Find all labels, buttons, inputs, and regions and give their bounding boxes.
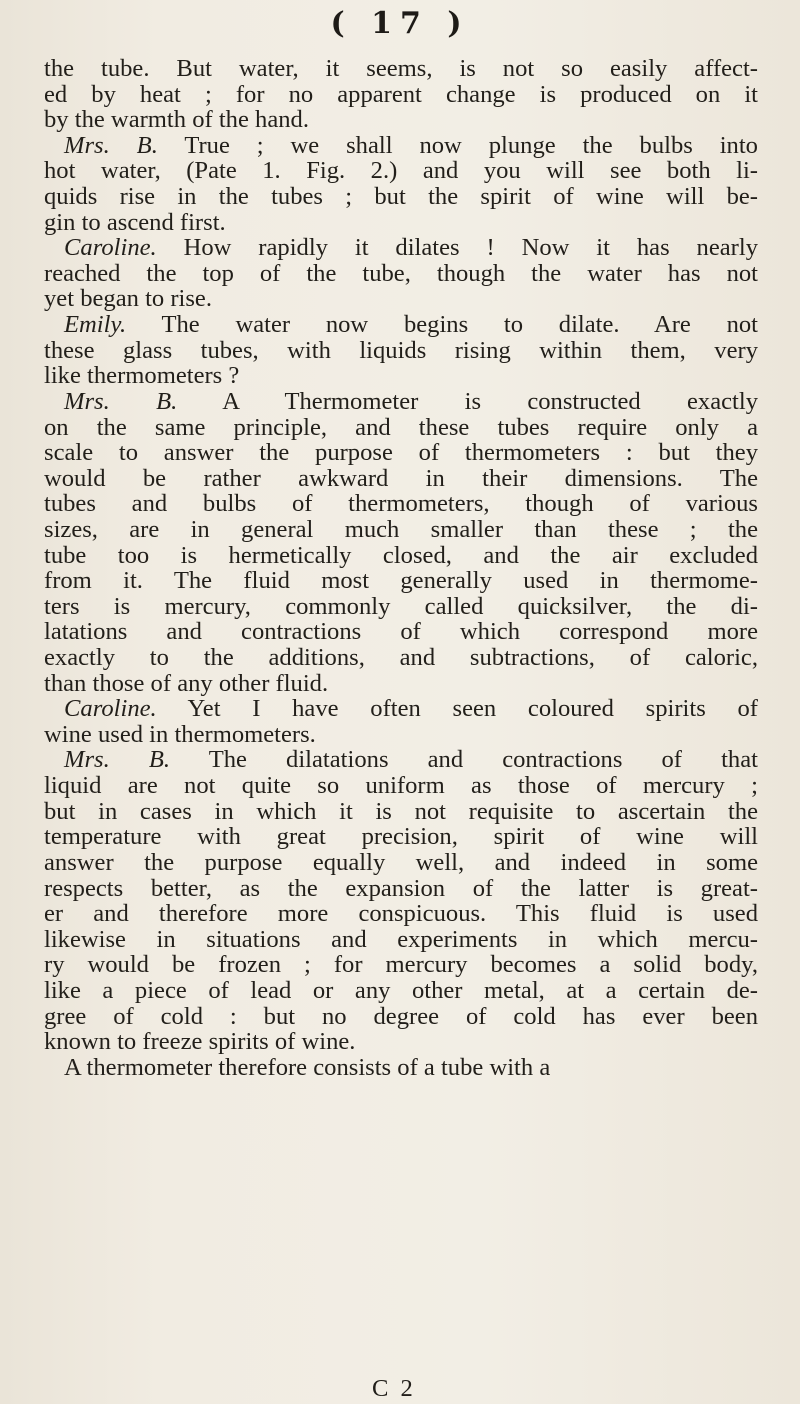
- line-text: yet began to rise.: [44, 285, 213, 313]
- line-text: A Thermometer is constructed exactly: [222, 387, 758, 415]
- text-line: [44, 594, 758, 620]
- signature-mark: C 2: [372, 1375, 416, 1402]
- line-text: answer the purpose equally well, and indeed in some: [44, 848, 758, 876]
- page-number-header: ( 17 ): [330, 6, 470, 41]
- line-text: latations and contractions of which correspond more: [44, 618, 758, 646]
- text-line: [44, 235, 758, 261]
- speaker-name: Mrs. B.: [64, 387, 178, 415]
- text-line: [44, 901, 758, 927]
- line-text: likewise in situations and experiments in which mercu-: [44, 925, 758, 953]
- line-text: but in cases in which it is not requisite to ascertain the: [44, 797, 758, 825]
- line-text: than those of any other fluid.: [44, 669, 329, 697]
- text-line: [44, 543, 758, 569]
- line-text: known to freeze spirits of wine.: [44, 1028, 356, 1056]
- text-line: [44, 722, 758, 748]
- text-line: [44, 568, 758, 594]
- text-line: [44, 312, 758, 338]
- line-text: er and therefore more conspicuous. This fluid is used: [44, 900, 758, 928]
- text-line: [44, 363, 758, 389]
- text-line: [44, 1004, 758, 1030]
- speaker-name: Caroline.: [64, 234, 157, 262]
- line-text: gree of cold : but no degree of cold has ever been: [44, 1002, 758, 1030]
- text-line: [44, 466, 758, 492]
- text-line: [44, 286, 758, 312]
- text-line: [44, 1055, 758, 1081]
- text-line: [44, 517, 758, 543]
- line-text: tube too is hermetically closed, and the air excluded: [44, 541, 758, 569]
- text-line: [44, 261, 758, 287]
- line-text: hot water, (Pate 1. Fig. 2.) and you will see both li-: [44, 157, 758, 185]
- line-text: A thermometer therefore consists of a tube with a: [64, 1053, 551, 1081]
- text-line: [44, 440, 758, 466]
- text-line: [44, 107, 758, 133]
- line-text: ters is mercury, commonly called quicksilver, the di-: [44, 592, 758, 620]
- line-text: ed by heat ; for no apparent change is produced on it: [44, 80, 758, 108]
- line-text: the tube. But water, it seems, is not so easily affect-: [44, 55, 758, 82]
- line-text: The dilatations and contractions of that: [208, 746, 758, 774]
- line-text: True ; we shall now plunge the bulbs into: [184, 131, 758, 159]
- text-line: [44, 389, 758, 415]
- line-text: would be rather awkward in their dimensions. The: [44, 464, 758, 492]
- line-text: liquid are not quite so uniform as those of mercury ;: [44, 772, 758, 800]
- line-text: these glass tubes, with liquids rising within them, very: [44, 336, 758, 364]
- speaker-name: Caroline.: [64, 695, 157, 723]
- text-line: [44, 747, 758, 773]
- line-text: gin to ascend first.: [44, 208, 226, 236]
- line-text: tubes and bulbs of thermometers, though of various: [44, 490, 758, 518]
- line-text: How rapidly it dilates ! Now it has nearly: [183, 234, 758, 262]
- text-line: [44, 850, 758, 876]
- text-line: [44, 799, 758, 825]
- text-line: [44, 338, 758, 364]
- speaker-name: Mrs. B.: [64, 746, 171, 774]
- line-text: wine used in thermometers.: [44, 720, 316, 748]
- speaker-name: Mrs. B.: [64, 131, 158, 159]
- line-text: from it. The fluid most generally used in thermome-: [44, 567, 758, 595]
- body-text: [44, 56, 758, 1080]
- text-line: [44, 645, 758, 671]
- line-text: exactly to the additions, and subtractions, of caloric,: [44, 644, 758, 672]
- text-line: [44, 619, 758, 645]
- line-text: quids rise in the tubes ; but the spirit of wine will be-: [44, 183, 758, 211]
- text-line: [44, 773, 758, 799]
- line-text: respects better, as the expansion of the latter is great-: [44, 874, 758, 902]
- text-line: [44, 1029, 758, 1055]
- speaker-name: Emily.: [64, 311, 127, 339]
- text-line: [44, 696, 758, 722]
- text-line: [44, 952, 758, 978]
- line-text: temperature with great precision, spirit of wine will: [44, 823, 758, 851]
- line-text: by the warmth of the hand.: [44, 106, 309, 134]
- line-text: like a piece of lead or any other metal, at a certain de-: [44, 976, 758, 1004]
- text-line: [44, 133, 758, 159]
- text-line: [44, 671, 758, 697]
- line-text: scale to answer the purpose of thermometers : but they: [44, 439, 758, 467]
- line-text: reached the top of the tube, though the water has not: [44, 259, 758, 287]
- text-line: [44, 82, 758, 108]
- text-line: [44, 824, 758, 850]
- line-text: sizes, are in general much smaller than these ; the: [44, 515, 758, 543]
- text-line: [44, 927, 758, 953]
- line-text: on the same principle, and these tubes require only a: [44, 413, 758, 441]
- line-text: The water now begins to dilate. Are not: [161, 311, 758, 339]
- text-line: [44, 415, 758, 441]
- text-line: [44, 210, 758, 236]
- line-text: ry would be frozen ; for mercury becomes a solid body,: [44, 951, 758, 979]
- text-line: [44, 491, 758, 517]
- text-line: [44, 158, 758, 184]
- text-line: [44, 876, 758, 902]
- text-line: [44, 978, 758, 1004]
- text-line: [44, 184, 758, 210]
- line-text: Yet I have often seen coloured spirits of: [187, 695, 758, 723]
- line-text: like thermometers ?: [44, 362, 240, 390]
- text-line: [44, 56, 758, 82]
